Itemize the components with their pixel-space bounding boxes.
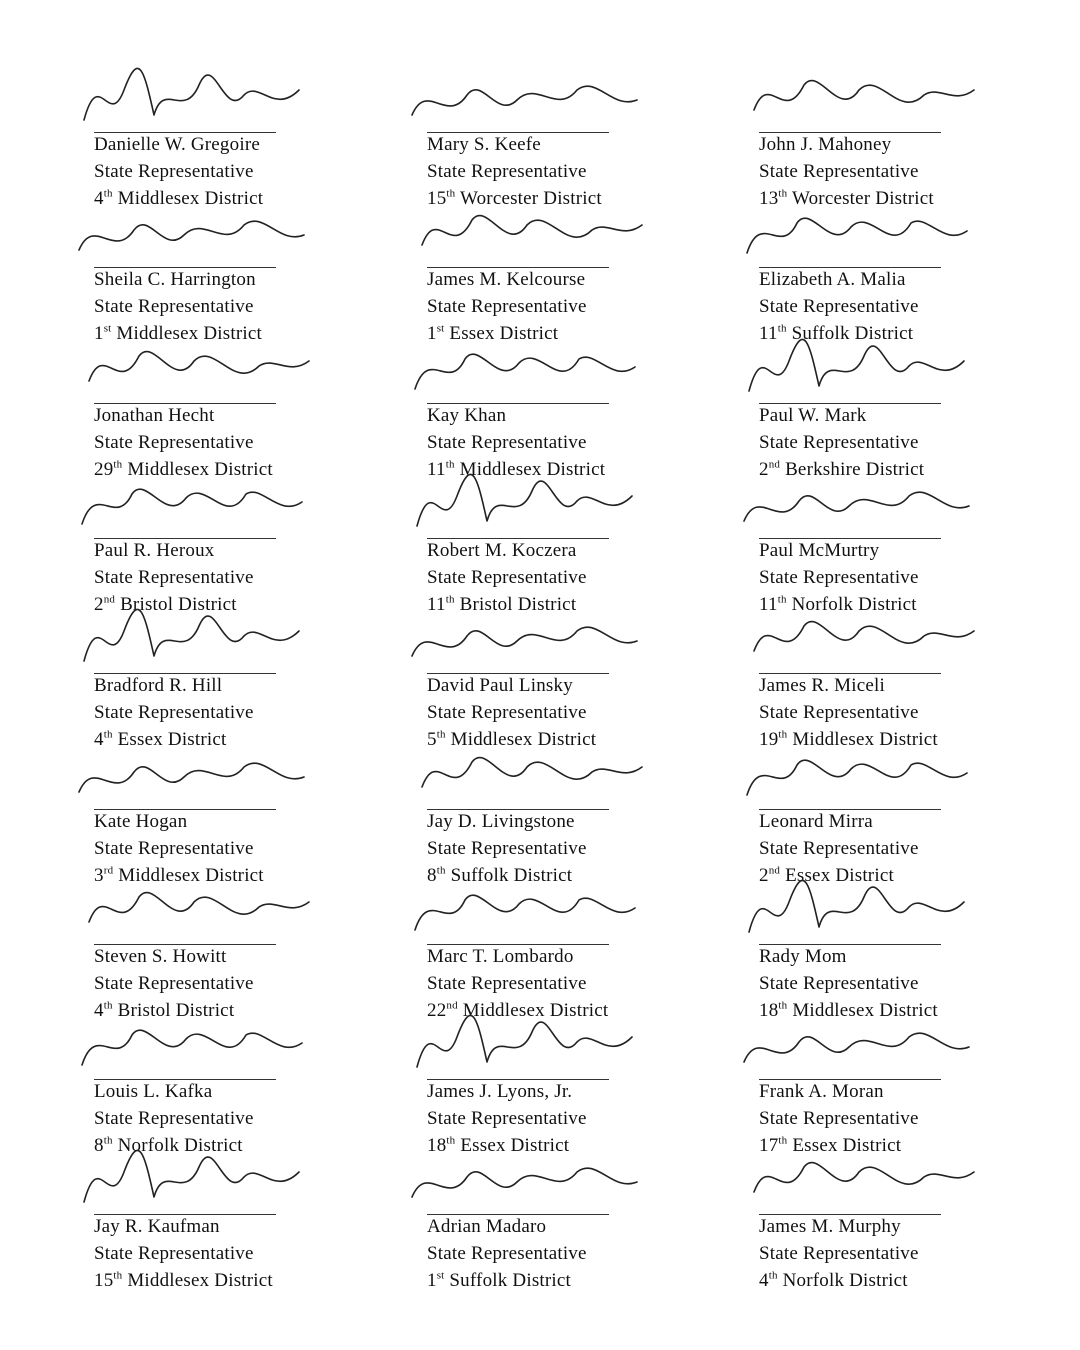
signer-title: State Representative [94,972,254,994]
signer-title: State Representative [759,296,919,318]
signature-stroke [417,1016,632,1068]
signer-name: James J. Lyons, Jr. [427,1081,573,1103]
district-name: Middlesex District [792,999,938,1021]
handwritten-signature [739,737,979,809]
district-ordinal-suffix: rd [103,864,114,877]
district-number: 22 [427,999,447,1021]
handwritten-signature [74,1007,314,1079]
signer-title: State Representative [427,837,587,859]
signature-block [94,331,424,480]
signature-line [759,267,941,268]
district-number: 1 [427,323,437,345]
signature-column-2 [427,0,757,1350]
signer-name: Jay R. Kaufman [94,1216,220,1238]
handwritten-signature [739,466,979,538]
signature-stroke [89,892,309,921]
district-name: Bristol District [120,593,237,615]
signature-line [427,132,609,133]
signature-line [759,944,941,945]
signer-title: State Representative [427,566,587,588]
signer-district [94,1270,273,1292]
signature-line [94,944,276,945]
signature-line [759,809,941,810]
signer-title: State Representative [759,702,919,724]
district-name: Suffolk District [449,1270,572,1292]
district-name: Essex District [460,1135,570,1157]
signature-block [759,1007,1080,1157]
signature-stroke [749,339,964,391]
district-ordinal-suffix: nd [768,458,781,471]
district-ordinal-suffix: th [103,187,113,200]
handwritten-signature [74,872,314,944]
district-number: 15 [94,1270,114,1292]
signature-block [94,60,424,209]
district-ordinal-suffix: th [445,593,455,606]
district-ordinal-suffix: th [436,728,446,741]
district-ordinal-suffix: th [777,322,787,335]
district-ordinal-suffix: th [103,999,113,1012]
district-name: Essex District [117,729,227,751]
signature-stroke [422,757,642,786]
district-number: 4 [94,729,104,751]
signature-block [759,60,1080,209]
district-number: 4 [759,1270,769,1292]
signature-line [94,673,276,674]
signer-title: State Representative [759,431,919,453]
signer-name: Kate Hogan [94,810,188,832]
district-number: 11 [759,593,778,615]
signer-name: Adrian Madaro [427,1216,547,1238]
signature-stroke [415,895,635,930]
handwritten-signature [407,466,647,538]
signature-block [427,737,757,886]
district-number: 17 [759,1135,779,1157]
district-number: 8 [427,864,437,886]
signature-stroke [89,351,309,380]
district-ordinal-suffix: th [778,999,788,1012]
signature-line [427,267,609,268]
signature-line [427,1214,609,1215]
signer-name: Rady Mom [759,945,847,967]
district-number: 2 [759,864,769,886]
signature-line [427,538,609,539]
signature-block [94,195,424,345]
signature-line [759,538,941,539]
district-ordinal-suffix: nd [103,593,116,606]
signer-name: Leonard Mirra [759,810,873,832]
district-name: Worcester District [459,188,602,209]
signature-line [94,403,276,404]
signer-name: Louis L. Kafka [94,1081,213,1103]
district-number: 11 [759,323,778,345]
handwritten-signature [74,60,314,132]
handwritten-signature [407,601,647,673]
signer-name: Marc T. Lombardo [427,945,574,967]
handwritten-signature [407,737,647,809]
district-ordinal-suffix: th [778,728,788,741]
signer-name: Jay D. Livingstone [427,810,575,832]
signer-district [427,1270,571,1292]
handwritten-signature [407,1142,647,1214]
signature-block [759,872,1080,1021]
signer-title: State Representative [427,1243,587,1265]
signer-name: Steven S. Howitt [94,945,227,967]
signer-title: State Representative [94,431,254,453]
handwritten-signature [74,737,314,809]
district-ordinal-suffix: th [445,458,455,471]
signature-block [759,601,1080,751]
signature-stroke [754,81,974,110]
district-name: Middlesex District [117,188,264,209]
signature-block [427,1007,757,1157]
signature-column-1 [94,0,424,1350]
district-name: Middlesex District [459,458,606,480]
signature-line [759,673,941,674]
signature-block [427,466,757,615]
district-name: Suffolk District [791,323,914,345]
signer-title: State Representative [759,972,919,994]
signature-line [94,1079,276,1080]
district-ordinal-suffix: nd [768,864,781,877]
signer-title: State Representative [427,161,587,182]
signature-stroke [412,86,637,115]
signer-title: State Representative [94,296,254,318]
signature-stroke [747,760,967,795]
signature-line [427,809,609,810]
signature-block [759,195,1080,345]
signature-column-3 [759,0,1080,1350]
handwritten-signature [407,872,647,944]
handwritten-signature [407,195,647,267]
signer-title: State Representative [94,702,254,724]
handwritten-signature [739,331,979,403]
district-name: Bristol District [117,999,235,1021]
district-ordinal-suffix: th [436,864,446,877]
signer-name: Paul R. Heroux [94,539,215,561]
signer-name: Bradford R. Hill [94,675,223,697]
district-name: Essex District [449,323,559,345]
signature-block [427,195,757,345]
handwritten-signature [739,872,979,944]
signer-name: James M. Kelcourse [427,269,586,291]
handwritten-signature [739,601,979,673]
signature-line [759,132,941,133]
signer-title: State Representative [427,1108,587,1130]
signature-stroke [744,492,969,521]
district-name: Essex District [792,1135,902,1157]
handwritten-signature [74,1142,314,1214]
signer-name: James R. Miceli [759,675,885,697]
signature-stroke [747,218,967,253]
signature-stroke [417,474,632,526]
signer-name: James M. Murphy [759,1216,901,1238]
signer-name: David Paul Linsky [427,675,573,697]
signer-name: Elizabeth A. Malia [759,269,906,291]
signature-block [94,872,424,1021]
signature-line [94,267,276,268]
handwritten-signature [74,195,314,267]
district-number: 2 [759,458,769,480]
district-name: Middlesex District [462,999,609,1021]
district-ordinal-suffix: th [778,1134,788,1147]
signature-block [759,1142,1080,1292]
signer-title: State Representative [94,566,254,588]
district-name: Middlesex District [792,729,938,751]
district-number: 11 [427,458,446,480]
signer-name: Paul McMurtry [759,539,880,561]
district-number: 29 [94,458,114,480]
district-ordinal-suffix: nd [446,999,458,1012]
district-ordinal-suffix: st [436,322,445,335]
signature-block [427,601,757,751]
district-ordinal-suffix: th [768,1270,778,1283]
signature-block [94,1142,424,1292]
handwritten-signature [739,1007,979,1079]
district-name: Middlesex District [116,323,262,345]
signature-stroke [82,1030,302,1065]
signer-title: State Representative [759,566,919,588]
district-name: Essex District [785,864,894,886]
signature-stroke [84,68,299,120]
signer-title: State Representative [759,1108,919,1130]
signature-stroke [422,216,642,245]
signature-stroke [754,622,974,651]
district-name: Norfolk District [117,1135,243,1157]
district-ordinal-suffix: th [103,728,113,741]
signer-district [759,1270,908,1292]
signature-block [427,331,757,480]
district-ordinal-suffix: th [446,187,456,200]
signature-line [94,132,276,133]
signer-name: John J. Mahoney [759,134,892,155]
signature-block [94,1007,424,1157]
signer-name: Kay Khan [427,404,507,426]
signature-block [759,466,1080,615]
signer-name: Danielle W. Gregoire [94,134,260,155]
signature-line [427,944,609,945]
handwritten-signature [407,1007,647,1079]
signer-title: State Representative [94,837,254,859]
signature-block [427,60,757,209]
signature-line [94,809,276,810]
district-ordinal-suffix: th [113,458,123,471]
handwritten-signature [74,331,314,403]
signature-stroke [84,610,299,662]
district-name: Suffolk District [450,864,573,886]
signature-stroke [84,1151,299,1203]
handwritten-signature [739,60,979,132]
signature-block [427,1142,757,1292]
signer-name: Paul W. Mark [759,404,867,426]
district-ordinal-suffix: th [113,1270,123,1283]
signer-name: Sheila C. Harrington [94,269,256,291]
handwritten-signature [74,466,314,538]
handwritten-signature [739,1142,979,1214]
signer-title: State Representative [427,296,587,318]
district-name: Middlesex District [127,1270,273,1292]
district-number: 8 [94,1135,104,1157]
signature-block [759,737,1080,886]
signature-line [759,1214,941,1215]
signature-line [427,1079,609,1080]
district-name: Middlesex District [118,864,264,886]
district-number: 18 [759,999,779,1021]
district-ordinal-suffix: st [103,322,112,335]
signer-title: State Representative [94,1108,254,1130]
district-ordinal-suffix: th [778,187,788,200]
district-number: 4 [94,188,104,209]
district-name: Berkshire District [785,458,925,480]
signer-title: State Representative [94,161,254,182]
district-name: Middlesex District [450,729,597,751]
district-number: 11 [427,593,446,615]
district-number: 18 [427,1135,447,1157]
signer-title: State Representative [759,1243,919,1265]
signature-stroke [749,880,964,932]
signer-name: Robert M. Koczera [427,539,577,561]
district-name: Bristol District [459,593,577,615]
handwritten-signature [407,60,647,132]
district-name: Norfolk District [791,593,917,615]
district-ordinal-suffix: th [777,593,787,606]
district-ordinal-suffix: th [103,1134,113,1147]
signer-name: Frank A. Moran [759,1081,884,1103]
signature-block [94,466,424,615]
signature-line [427,673,609,674]
district-number: 5 [427,729,437,751]
signature-line [94,1214,276,1215]
handwritten-signature [407,331,647,403]
signature-stroke [415,354,635,389]
district-number: 2 [94,593,104,615]
district-name: Middlesex District [127,458,273,480]
district-number: 4 [94,999,104,1021]
signer-name: Jonathan Hecht [94,404,215,426]
signer-title: State Representative [94,1243,254,1265]
signature-stroke [744,1033,969,1062]
district-number: 15 [427,188,447,209]
district-ordinal-suffix: st [436,1270,445,1283]
signature-line [759,403,941,404]
district-number: 3 [94,864,104,886]
district-number: 1 [94,323,104,345]
signer-title: State Representative [427,702,587,724]
signature-stroke [79,222,304,251]
signature-block [94,737,424,886]
signature-line [94,538,276,539]
district-name: Worcester District [791,188,934,209]
signer-title: State Representative [759,837,919,859]
signature-line [759,1079,941,1080]
district-ordinal-suffix: th [446,1134,456,1147]
signer-title: State Representative [759,161,919,182]
signer-title: State Representative [427,972,587,994]
signature-stroke [82,489,302,524]
signature-stroke [79,763,304,792]
signature-stroke [754,1163,974,1192]
district-number: 19 [759,729,779,751]
signature-line [427,403,609,404]
handwritten-signature [739,195,979,267]
district-name: Norfolk District [782,1270,908,1292]
district-number: 13 [759,188,779,209]
signature-stroke [412,627,637,656]
signature-block [759,331,1080,480]
district-number: 1 [427,1270,437,1292]
signature-stroke [412,1169,637,1198]
signer-title: State Representative [427,431,587,453]
signature-block [94,601,424,751]
signer-name: Mary S. Keefe [427,134,541,155]
handwritten-signature [74,601,314,673]
signature-block [427,872,757,1021]
